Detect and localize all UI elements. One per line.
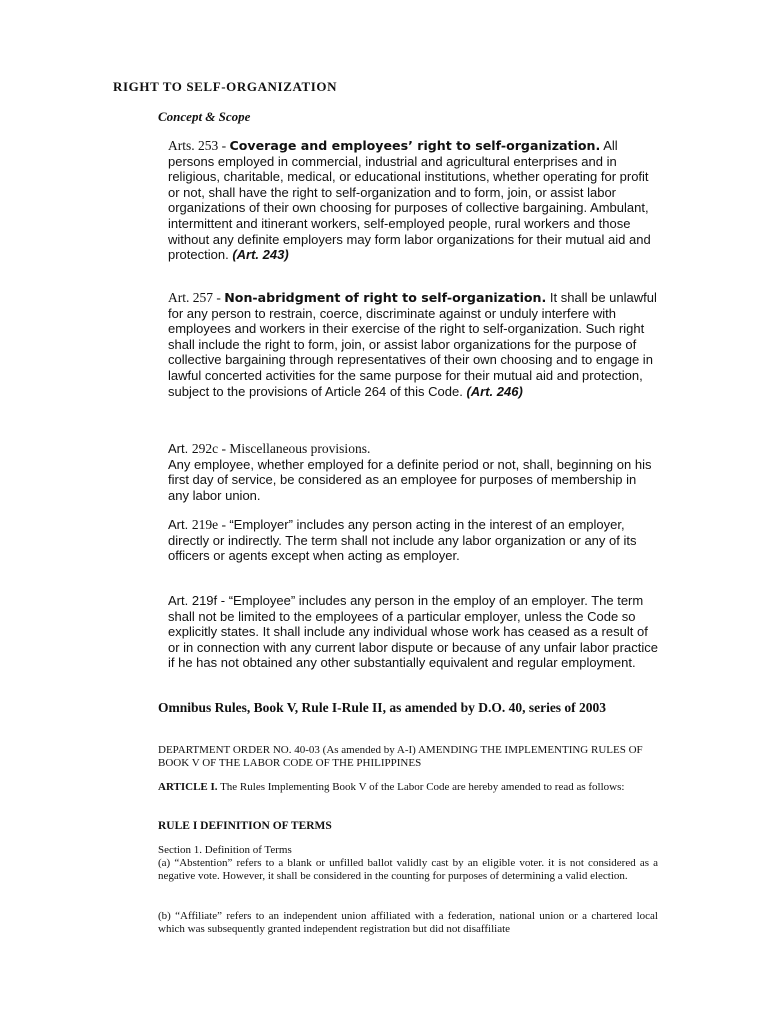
article-body: It shall be unlawful for any person to restrain, coerce, discriminate against or unduly interfere with employees and workers in their exercise of the right to self-organization. Such right shall include the right to form, join, or assist labor organizations for the purpose of collective bargaining through representatives of their own choosing and to engage in lawful concerted activities for the same purpose for their mutual aid and protection, subject to the provisions of Article 264 of this Code. — [168, 290, 657, 399]
article-253-paragraph — [168, 138, 658, 263]
article-body: All persons employed in commercial, industrial and agricultural enterprises and in religious, charitable, medical, or educational institutions, whether operating for profit or not, shall have the right to self-organization and to form, join, or assist labor organizations of their own choosing for purposes of collective bargaining. Ambulant, intermittent and itinerant workers, self-employed people, rural workers and those without any definite employers may form labor organizations for their mutual aid and protection. — [168, 138, 651, 263]
section-1-title: Section 1. Definition of Terms — [158, 844, 292, 856]
department-order-title: DEPARTMENT ORDER NO. 40-03 (As amended by A-I) AMENDING THE IMPLEMENTING RULES OF BOOK V OF THE LABOR CODE OF THE PHILIPPINES — [158, 744, 643, 769]
article-prefix: Art. — [168, 441, 192, 456]
article-292c-paragraph — [168, 441, 658, 503]
article-heading: Coverage and employees’ right to self-organization. — [229, 138, 601, 153]
article-reference: (Art. 246) — [466, 383, 523, 399]
section-subtitle: Concept & Scope — [158, 109, 251, 124]
article-heading: Non-abridgment of right to self-organization. — [224, 290, 547, 305]
article-i-paragraph — [158, 781, 658, 794]
article-number: Art. 257 - — [168, 290, 225, 305]
page-title: RIGHT TO SELF-ORGANIZATION — [113, 79, 338, 94]
article-reference: (Art. 243) — [232, 247, 289, 263]
article-i-text: The Rules Implementing Book V of the Labor Code are hereby amended to read as follows: — [217, 781, 625, 793]
article-prefix: Art. — [168, 517, 192, 532]
article-body: Art. 219f - “Employee” includes any person in the employ of an employer. The term shall not be limited to the employees of a particular employer, unless the Code so explicitly states. It shall include any individual whose work has ceased as a result of or in connection with any current labor dispute or because of any unfair labor practice if he has not obtained any other substantially equivalent and regular employment. — [168, 593, 658, 671]
definition-affiliate: (b) “Affiliate” refers to an independent union affiliated with a federation, national union or a chartered local which was subsequently granted independent registration but did not disaffiliate — [158, 910, 658, 935]
article-number: Arts. 253 - — [168, 138, 230, 153]
article-257-paragraph — [168, 290, 658, 399]
article-number: 219e - — [191, 517, 230, 532]
article-number: 292c - Miscellaneous provisions. — [191, 441, 371, 456]
article-219f-paragraph — [168, 593, 658, 671]
article-219e-paragraph — [168, 517, 658, 564]
article-i-label: ARTICLE I. — [158, 781, 218, 793]
rule-i-heading: RULE I DEFINITION OF TERMS — [158, 820, 332, 832]
article-body: Any employee, whether employed for a definite period or not, shall, beginning on his first day of service, be considered as an employee for purposes of membership in any labor union. — [168, 456, 652, 503]
definition-abstention: (a) “Abstention” refers to a blank or unfilled ballot validly cast by an eligible voter. it is not considered as a negative vote. However, it shall be considered in the counting for purposes of determining a valid election. — [158, 857, 658, 882]
omnibus-rules-heading: Omnibus Rules, Book V, Rule I-Rule II, as amended by D.O. 40, series of 2003 — [158, 700, 607, 715]
article-body: “Employer” includes any person acting in the interest of an employer, directly or indirectly. The term shall not include any labor organization or any of its officers or agents except when acting as employer. — [168, 517, 637, 564]
